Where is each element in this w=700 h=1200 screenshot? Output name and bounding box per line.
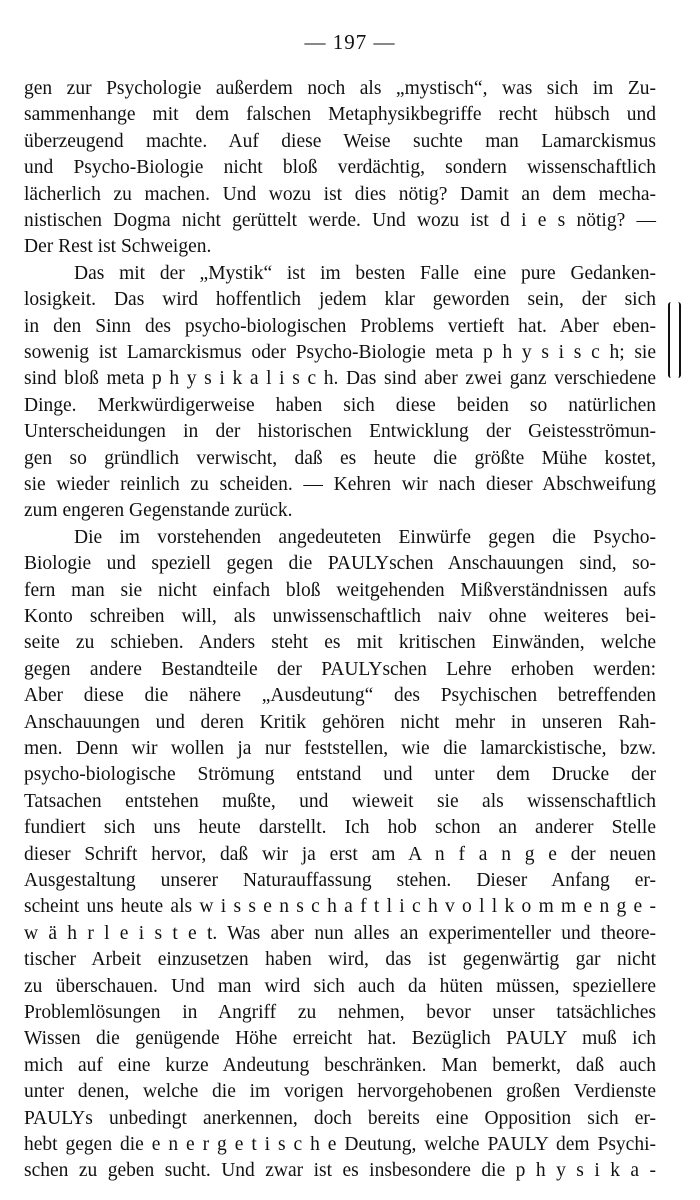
text-line: PAULYs unbedingt anerkennen, doch bereits eine Opposition sich er-	[24, 1107, 656, 1129]
text-line: sie wieder reinlich zu scheiden. — Kehren wir nach dieser Abschweifung	[24, 474, 656, 495]
page-number: — 197 —	[304, 30, 396, 54]
text-line: mich auf eine kurze Andeutung beschränken. Man bemerkt, daß auch	[24, 1054, 656, 1076]
text-line: gen so gründlich verwischt, daß es heute die größte Mühe kostet,	[24, 447, 656, 469]
text-line: unter denen, welche die im vorigen hervorgehobenen großen Verdienste	[24, 1081, 656, 1103]
text-line: Die im vorstehenden angedeuteten Einwürfe gegen die Psycho-	[74, 526, 656, 548]
text-line: Biologie und speziell gegen die PAULYschen Anschauungen sind, so-	[24, 553, 656, 575]
text-line: Anschauungen und deren Kritik gehören nicht mehr in unseren Rah-	[24, 711, 656, 733]
text-line: überzeugend machte. Auf diese Weise suchte man Lamarckismus	[24, 130, 656, 152]
text-line: gegen andere Bestandteile der PAULYschen Lehre erhoben werden:	[24, 658, 656, 680]
text-line: Ausgestaltung unserer Naturauffassung stehen. Dieser Anfang er-	[24, 870, 656, 891]
text-line: Problemlösungen in Angriff zu nehmen, bevor unser tatsächliches	[24, 1002, 656, 1023]
text-line: Wissen die genügende Höhe erreicht hat. Bezüglich PAULY muß ich	[24, 1028, 656, 1050]
text-line: zum engeren Gegenstande zurück.	[24, 500, 293, 522]
text-line: Tatsachen entstehen mußte, und wieweit sie als wissenschaftlich	[24, 790, 656, 812]
text-line: gen zur Psychologie außerdem noch als „mystisch“, was sich im Zu-	[24, 78, 656, 99]
text-line: sowenig ist Lamarckismus oder Psycho-Biologie meta p h y s i s c h; sie	[24, 342, 656, 363]
text-line: sammenhange mit dem falschen Metaphysikbegriffe recht hübsch und	[24, 104, 656, 126]
margin-mark	[668, 302, 681, 378]
text-line: w ä h r l e i s t e t. Was aber nun alles an experimenteller und theore-	[24, 922, 656, 944]
text-line: schen zu geben sucht. Und zwar ist es insbesondere die p h y s i k a -	[24, 1160, 656, 1182]
text-line: hebt gegen die e n e r g e t i s c h e Deutung, welche PAULY dem Psychi-	[24, 1134, 656, 1155]
text-line: losigkeit. Das wird hoffentlich jedem klar geworden sein, der sich	[24, 289, 656, 311]
text-line: Unterscheidungen in der historischen Entwicklung der Geistesströmun-	[24, 421, 656, 443]
text-line: seite zu schieben. Anders steht es mit kritischen Einwänden, welche	[24, 632, 656, 654]
text-line: Konto schreiben will, als unwissenschaftlich naiv ohne weiteres bei-	[24, 606, 656, 627]
text-line: fern man sie nicht einfach bloß weitgehenden Mißverständnissen aufs	[24, 579, 656, 601]
text-line: Dinge. Merkwürdigerweise haben sich diese beiden so natürlichen	[24, 394, 656, 416]
text-line: tischer Arbeit einzusetzen haben wird, das ist gegenwärtig gar nicht	[24, 949, 656, 971]
text-line: men. Denn wir wollen ja nur feststellen, wie die lamarckistische, bzw.	[24, 738, 656, 759]
text-line: Der Rest ist Schweigen.	[24, 236, 212, 258]
text-line: dieser Schrift hervor, daß wir ja erst am A n f a n g e der neuen	[24, 843, 656, 865]
text-line: zu überschauen. Und man wird sich auch da hüten müssen, speziellere	[24, 975, 656, 997]
text-line: lächerlich zu machen. Und wozu ist dies nötig? Damit an dem mecha-	[24, 183, 656, 205]
text-line: psycho-biologische Strömung entstand und unter dem Drucke der	[24, 764, 656, 786]
text-line: Das mit der „Mystik“ ist im besten Falle eine pure Gedanken-	[74, 262, 656, 284]
text-line: fundiert sich uns heute darstellt. Ich hob schon an anderer Stelle	[24, 817, 656, 839]
text-line: sind bloß meta p h y s i k a l i s c h. Das sind aber zwei ganz verschiedene	[24, 368, 656, 390]
text-line: in den Sinn des psycho-biologischen Problems vertieft hat. Aber eben-	[24, 315, 656, 337]
text-line: nistischen Dogma nicht gerüttelt werde. Und wozu ist d i e s nötig? —	[24, 210, 656, 231]
text-line: scheint uns heute als w i s s e n s c h a f t l i c h v o l l k o m m e n g e -	[24, 896, 656, 918]
text-line: Aber diese die nähere „Ausdeutung“ des Psychischen betreffenden	[24, 685, 656, 707]
text-line: und Psycho-Biologie nicht bloß verdächtig, sondern wissenschaftlich	[24, 157, 656, 179]
